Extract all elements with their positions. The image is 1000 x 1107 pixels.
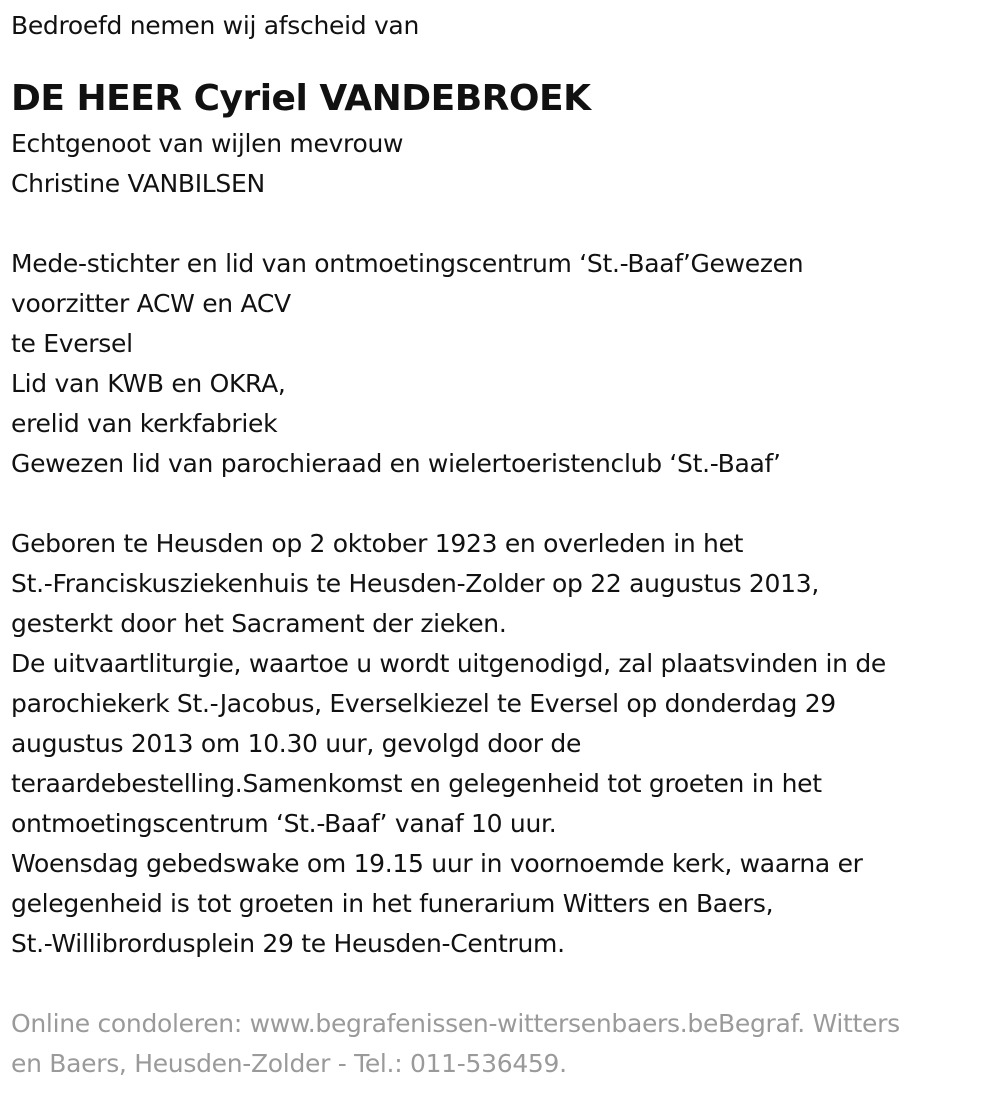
- role-line: Mede-stichter en lid van ontmoetingscentrum ‘St.-Baaf’Gewezen: [11, 249, 804, 278]
- role-line: Lid van KWB en OKRA,: [11, 369, 286, 398]
- obituary-notice: [11, 8, 996, 1084]
- detail-line: ontmoetingscentrum ‘St.-Baaf’ vanaf 10 uur.: [11, 809, 557, 838]
- footer-block: [11, 1004, 996, 1084]
- detail-line: teraardebestelling.Samenkomst en gelegenheid tot groeten in het: [11, 769, 822, 798]
- detail-line: St.-Franciskusziekenhuis te Heusden-Zolder op 22 augustus 2013,: [11, 569, 820, 598]
- deceased-name: DE HEER Cyriel VANDEBROEK: [11, 78, 591, 119]
- spacer: [11, 204, 996, 244]
- role-line: voorzitter ACW en ACV: [11, 289, 291, 318]
- footer-line: en Baers, Heusden-Zolder - Tel.: 011-536459.: [11, 1049, 567, 1078]
- detail-line: Woensdag gebedswake om 19.15 uur in voornoemde kerk, waarna er: [11, 849, 863, 878]
- role-line: erelid van kerkfabriek: [11, 409, 278, 438]
- detail-line: De uitvaartliturgie, waartoe u wordt uitgenodigd, zal plaatsvinden in de: [11, 649, 886, 678]
- spacer: [11, 484, 996, 524]
- spacer: [11, 964, 996, 1004]
- spouse-block: [11, 124, 996, 204]
- detail-line: augustus 2013 om 10.30 uur, gevolgd door de: [11, 729, 582, 758]
- spouse-line: Echtgenoot van wijlen mevrouw: [11, 129, 404, 158]
- detail-line: parochiekerk St.-Jacobus, Everselkiezel te Eversel op donderdag 29: [11, 689, 836, 718]
- detail-line: gelegenheid is tot groeten in het funerarium Witters en Baers,: [11, 889, 774, 918]
- intro-line: Bedroefd nemen wij afscheid van: [11, 11, 419, 40]
- details-block: [11, 524, 996, 964]
- detail-line: St.-Willibrordusplein 29 te Heusden-Centrum.: [11, 929, 565, 958]
- role-line: Gewezen lid van parochieraad en wielertoeristenclub ‘St.-Baaf’: [11, 449, 781, 478]
- role-line: te Eversel: [11, 329, 133, 358]
- detail-line: Geboren te Heusden op 2 oktober 1923 en overleden in het: [11, 529, 744, 558]
- spouse-line: Christine VANBILSEN: [11, 169, 265, 198]
- detail-line: gesterkt door het Sacrament der zieken.: [11, 609, 507, 638]
- roles-block: [11, 244, 996, 484]
- footer-line: Online condoleren: www.begrafenissen-wittersenbaers.beBegraf. Witters: [11, 1009, 900, 1038]
